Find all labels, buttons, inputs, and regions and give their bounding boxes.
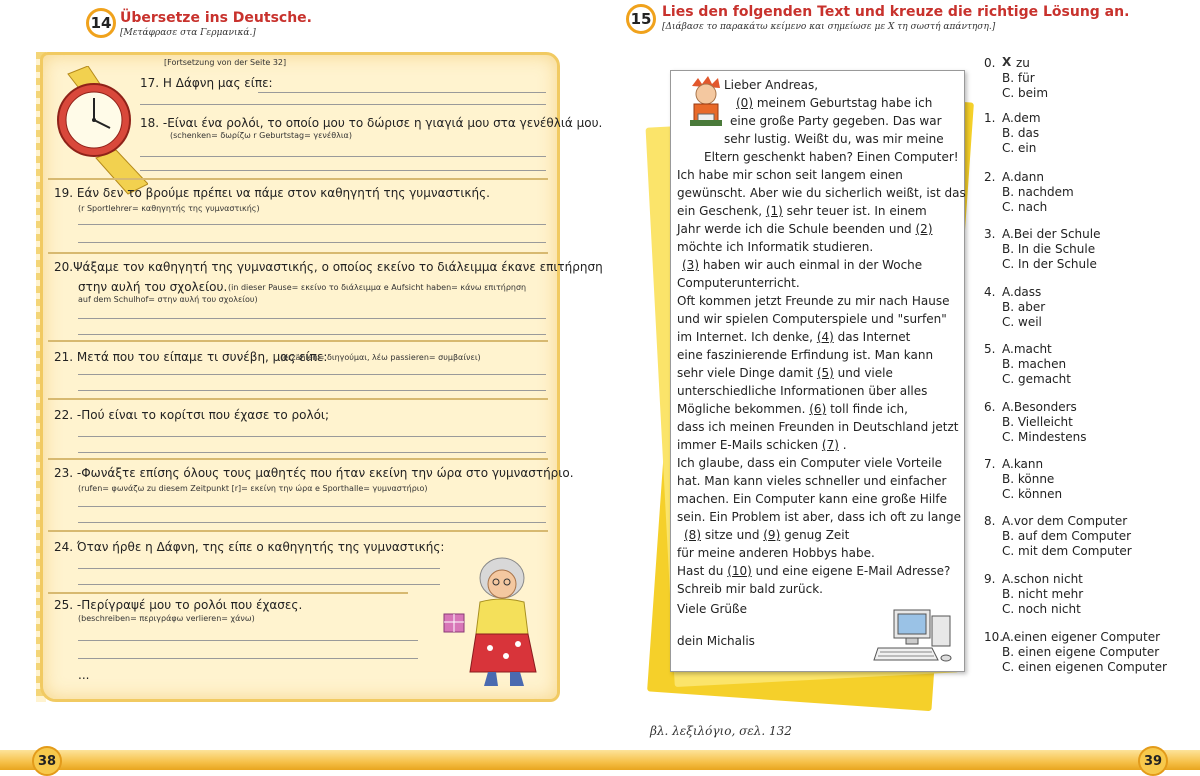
option-c[interactable]: C. einen eigenen Computer [1002, 660, 1167, 674]
continuation-dots: ... [78, 668, 90, 682]
option-c[interactable]: C. Mindestens [1002, 430, 1087, 444]
option-row [984, 111, 1041, 126]
question-22: 22. -Πού είναι το κορίτσι που έχασε το ρολόι; [54, 408, 330, 422]
option-b[interactable]: B. nicht mehr [1002, 587, 1084, 601]
letter-text: . [838, 438, 847, 452]
letter-line [677, 222, 933, 236]
option-a[interactable]: A.kann [1002, 457, 1044, 471]
answer-number: 7. [984, 457, 996, 471]
exercise-15-title: Lies den folgenden Text und kreuze die richtige Lösung an. [662, 4, 1130, 20]
letter-line [677, 402, 908, 416]
question-20: 20.Ψάξαμε τον καθηγητή της γυμναστικής, ο οποίος εκείνο το διάλειμμα έκανε επιτήρηση [54, 260, 603, 274]
letter-line: Oft kommen jetzt Freunde zu mir nach Hause [677, 294, 950, 308]
option-b[interactable]: B. könne [1002, 472, 1055, 486]
answer-line[interactable] [78, 640, 418, 641]
letter-line: möchte ich Informatik studieren. [677, 240, 874, 254]
answer-line[interactable] [78, 436, 546, 437]
answer-block [984, 111, 1041, 156]
answer-block [984, 514, 1132, 559]
answer-number: 2. [984, 170, 996, 184]
option-row [984, 457, 1062, 472]
boy-illustration [686, 76, 726, 132]
gap-4[interactable]: (4) [816, 330, 834, 344]
question-23: 23. -Φωνάξτε επίσης όλους τους μαθητές που ήταν εκείνη την ώρα στο γυμναστήριο. [54, 466, 574, 480]
footer-bar [0, 744, 1200, 776]
answer-number: 8. [984, 514, 996, 528]
answer-number: 1. [984, 111, 996, 125]
letter-text: sehr viele Dinge damit [677, 366, 817, 380]
option-row [984, 170, 1074, 185]
letter-text: sitze und [701, 528, 764, 542]
letter-line [677, 330, 910, 344]
answer-block [984, 342, 1071, 387]
gap-8[interactable]: (8) [684, 528, 701, 542]
letter-line [677, 438, 847, 452]
option-c[interactable]: C. können [1002, 487, 1063, 501]
answer-line[interactable] [258, 92, 546, 93]
answer-block [984, 400, 1087, 445]
option-c[interactable]: C. nach [1002, 200, 1048, 214]
gap-7[interactable]: (7) [821, 438, 839, 452]
option-row [984, 285, 1045, 300]
answer-number: 5. [984, 342, 996, 356]
letter-text: genug Zeit [780, 528, 850, 542]
letter-line: eine große Party gegeben. Das war [730, 114, 942, 128]
letter-line [682, 258, 922, 272]
letter-line: machen. Ein Computer kann eine große Hilfe [677, 492, 947, 506]
continuation-note: [Fortsetzung von der Seite 32] [164, 58, 287, 67]
grandmother-illustration [440, 552, 550, 692]
answer-line[interactable] [78, 334, 546, 335]
answer-number: 10. [984, 630, 1004, 644]
gap-5[interactable]: (5) [816, 366, 834, 380]
option-a[interactable]: A.dass [1002, 285, 1042, 299]
letter-line: Computerunterricht. [677, 276, 800, 290]
option-b[interactable]: B. In die Schule [1002, 242, 1096, 256]
letter-text: immer E-Mails schicken [677, 438, 822, 452]
option-row [984, 56, 1048, 71]
option-a[interactable]: A.Besonders [1002, 400, 1077, 414]
letter-line: Schreib mir bald zurück. [677, 582, 823, 596]
vocabulary-reference: βλ. λεξιλόγιο, σελ. 132 [650, 724, 792, 738]
answer-line[interactable] [78, 224, 546, 225]
option-c[interactable]: C. weil [1002, 315, 1042, 329]
letter-line [736, 96, 932, 110]
question-18: 18. -Είναι ένα ρολόι, το οποίο μου το δώρισε η γιαγιά μου στα γενέθλιά μου. [140, 116, 603, 130]
option-c[interactable]: C. mit dem Computer [1002, 544, 1132, 558]
answer-line[interactable] [78, 318, 546, 319]
hint-18: (schenken= δωρίζω r Geburtstag= γενέθλια) [170, 131, 352, 140]
cross-mark: X [1002, 55, 1012, 69]
letter-line: sehr lustig. Weißt du, was mir meine [724, 132, 944, 146]
letter-line: und wir spielen Computerspiele und "surfen" [677, 312, 947, 326]
answer-number: 3. [984, 227, 996, 241]
question-25: 25. -Περίγραψέ μου το ρολόι που έχασες. [54, 598, 303, 612]
option-a[interactable]: A.vor dem Computer [1002, 514, 1128, 528]
answer-block [984, 572, 1083, 617]
option-b[interactable]: B. Vielleicht [1002, 415, 1073, 429]
question-19: 19. Εάν δεν το βρούμε πρέπει να πάμε στον καθηγητή της γυμναστικής. [54, 186, 490, 200]
answer-line[interactable] [140, 104, 546, 105]
option-a[interactable]: A.dem [1002, 111, 1041, 125]
gap-0[interactable]: (0) [736, 96, 753, 110]
section-divider [48, 530, 548, 532]
answer-line[interactable] [140, 170, 546, 171]
exercise-15-badge: 15 [626, 4, 656, 34]
question-20-cont: στην αυλή του σχολείου. [78, 280, 228, 294]
question-24: 24. Όταν ήρθε η Δάφνη, της είπε ο καθηγητής της γυμναστικής: [54, 540, 445, 554]
exercise-14-badge: 14 [86, 8, 116, 38]
letter-line: für meine anderen Hobbys habe. [677, 546, 875, 560]
option-b[interactable]: B. machen [1002, 357, 1067, 371]
option-c[interactable]: C. ein [1002, 141, 1037, 155]
answer-number: 9. [984, 572, 996, 586]
option-a[interactable]: zu [1016, 56, 1030, 70]
letter-line [684, 528, 849, 542]
answer-line[interactable] [78, 506, 546, 507]
option-row [984, 342, 1071, 357]
letter-closing: Viele Grüße [677, 602, 747, 616]
letter-line [677, 564, 950, 578]
letter-text: Jahr werde ich die Schule beenden und [677, 222, 916, 236]
letter-text: das Internet [833, 330, 911, 344]
answer-block [984, 227, 1100, 272]
option-b[interactable]: B. für [1002, 71, 1035, 85]
answer-block [984, 457, 1062, 502]
option-b[interactable]: B. das [1002, 126, 1040, 140]
option-b[interactable]: B. einen eigene Computer [1002, 645, 1160, 659]
exercise-15-subtitle: [Διάβασε το παρακάτω κείμενο και σημείωσε με Χ τη σωστή απάντηση.] [662, 22, 996, 32]
answer-line[interactable] [78, 584, 440, 585]
hint-25: (beschreiben= περιγράφω verlieren= χάνω) [78, 614, 255, 623]
letter-line: hat. Man kann vieles schneller und einfacher [677, 474, 947, 488]
option-a[interactable]: A.Bei der Schule [1002, 227, 1101, 241]
gap-6[interactable]: (6) [809, 402, 827, 416]
answer-line[interactable] [78, 658, 418, 659]
letter-line [677, 366, 893, 380]
section-divider [48, 340, 548, 342]
answer-line[interactable] [78, 568, 440, 569]
hint-21: (erzählen= διηγούμαι, λέω passieren= συμβαίνει) [280, 353, 481, 362]
answer-block [984, 56, 1048, 101]
option-row [984, 630, 1167, 645]
option-a[interactable]: A.macht [1002, 342, 1052, 356]
letter-text: Mögliche bekommen. [677, 402, 810, 416]
answer-number: 4. [984, 285, 996, 299]
exercise-14-title: Übersetze ins Deutsche. [120, 10, 312, 26]
option-row [984, 514, 1132, 529]
letter-text: toll finde ich, [826, 402, 908, 416]
letter-line: Eltern geschenkt haben? Einen Computer! [704, 150, 959, 164]
section-divider [48, 458, 548, 460]
letter-text: sehr teuer ist. In einem [782, 204, 927, 218]
answer-line[interactable] [78, 374, 546, 375]
exercise-14-subtitle: [Μετάφρασε στα Γερμανικά.] [120, 28, 256, 38]
gap-1[interactable]: (1) [765, 204, 783, 218]
letter-text: und eine eigene E-Mail Adresse? [751, 564, 951, 578]
question-21: 21. Μετά που του είπαμε τι συνέβη, μας είπε: [54, 350, 328, 364]
section-divider [48, 178, 548, 180]
answer-number: 0. [984, 56, 996, 70]
letter-line: Ich habe mir schon seit langem einen [677, 168, 903, 182]
letter-line: eine faszinierende Erfindung ist. Man kann [677, 348, 934, 362]
answer-block [984, 285, 1045, 330]
letter-signature: dein Michalis [677, 634, 755, 648]
gap-2[interactable]: (2) [915, 222, 933, 236]
hint-19: (r Sportlehrer= καθηγητής της γυμναστικής) [78, 204, 260, 213]
letter-text: haben wir auch einmal in der Woche [699, 258, 923, 272]
question-17: 17. Η Δάφνη μας είπε: [140, 76, 273, 90]
option-a[interactable]: A.dann [1002, 170, 1044, 184]
option-row [984, 572, 1083, 587]
option-a[interactable]: A.schon nicht [1002, 572, 1083, 586]
option-c[interactable]: C. In der Schule [1002, 257, 1097, 271]
hint-23: (rufen= φωνάζω zu diesem Zeitpunkt [r]= εκείνη την ώρα e Sporthalle= γυμναστήριο) [78, 484, 428, 493]
letter-text: meinem Geburtstag habe ich [753, 96, 933, 110]
answer-line[interactable] [78, 390, 546, 391]
hint-20-cont: auf dem Schulhof= στην αυλή του σχολείου) [78, 295, 258, 304]
letter-line: unterschiedliche Informationen über alles [677, 384, 928, 398]
section-divider [48, 252, 548, 254]
option-c[interactable]: C. noch nicht [1002, 602, 1081, 616]
letter-text: und viele [833, 366, 893, 380]
letter-line: Ich glaube, dass ein Computer viele Vorteile [677, 456, 943, 470]
letter-text: Hast du [677, 564, 728, 578]
hint-20: (in dieser Pause= εκείνο το διάλειμμα e Aufsicht haben= κάνω επιτήρηση [228, 283, 527, 292]
answer-line[interactable] [78, 242, 546, 243]
letter-line: sein. Ein Problem ist aber, dass ich oft zu lange [677, 510, 961, 524]
gap-3[interactable]: (3) [682, 258, 699, 272]
option-c[interactable]: C. beim [1002, 86, 1049, 100]
option-b[interactable]: B. aber [1002, 300, 1046, 314]
option-b[interactable]: B. auf dem Computer [1002, 529, 1132, 543]
option-b[interactable]: B. nachdem [1002, 185, 1074, 199]
section-divider [48, 592, 408, 594]
letter-line: dass ich meinen Freunden in Deutschland jetzt [677, 420, 959, 434]
answer-number: 6. [984, 400, 996, 414]
page-number-left: 38 [32, 746, 62, 776]
letter-line: gewünscht. Aber wie du sicherlich weißt, ist das [677, 186, 966, 200]
gap-10[interactable]: (10) [727, 564, 752, 578]
letter-line [677, 204, 927, 218]
computer-illustration [872, 608, 956, 668]
gap-9[interactable]: (9) [763, 528, 781, 542]
wristwatch-illustration [48, 66, 148, 196]
letter-greeting: Lieber Andreas, [724, 78, 819, 92]
answer-line[interactable] [78, 522, 546, 523]
page-number-right: 39 [1138, 746, 1168, 776]
option-row [984, 400, 1087, 415]
answer-block [984, 170, 1074, 215]
section-divider [48, 398, 548, 400]
option-row [984, 227, 1100, 242]
letter-text: im Internet. Ich denke, [677, 330, 817, 344]
letter-text: ein Geschenk, [677, 204, 766, 218]
answer-line[interactable] [140, 156, 546, 157]
option-a[interactable]: A.einen eigener Computer [1002, 630, 1161, 644]
answer-block [984, 630, 1167, 675]
answer-line[interactable] [78, 452, 546, 453]
option-c[interactable]: C. gemacht [1002, 372, 1071, 386]
